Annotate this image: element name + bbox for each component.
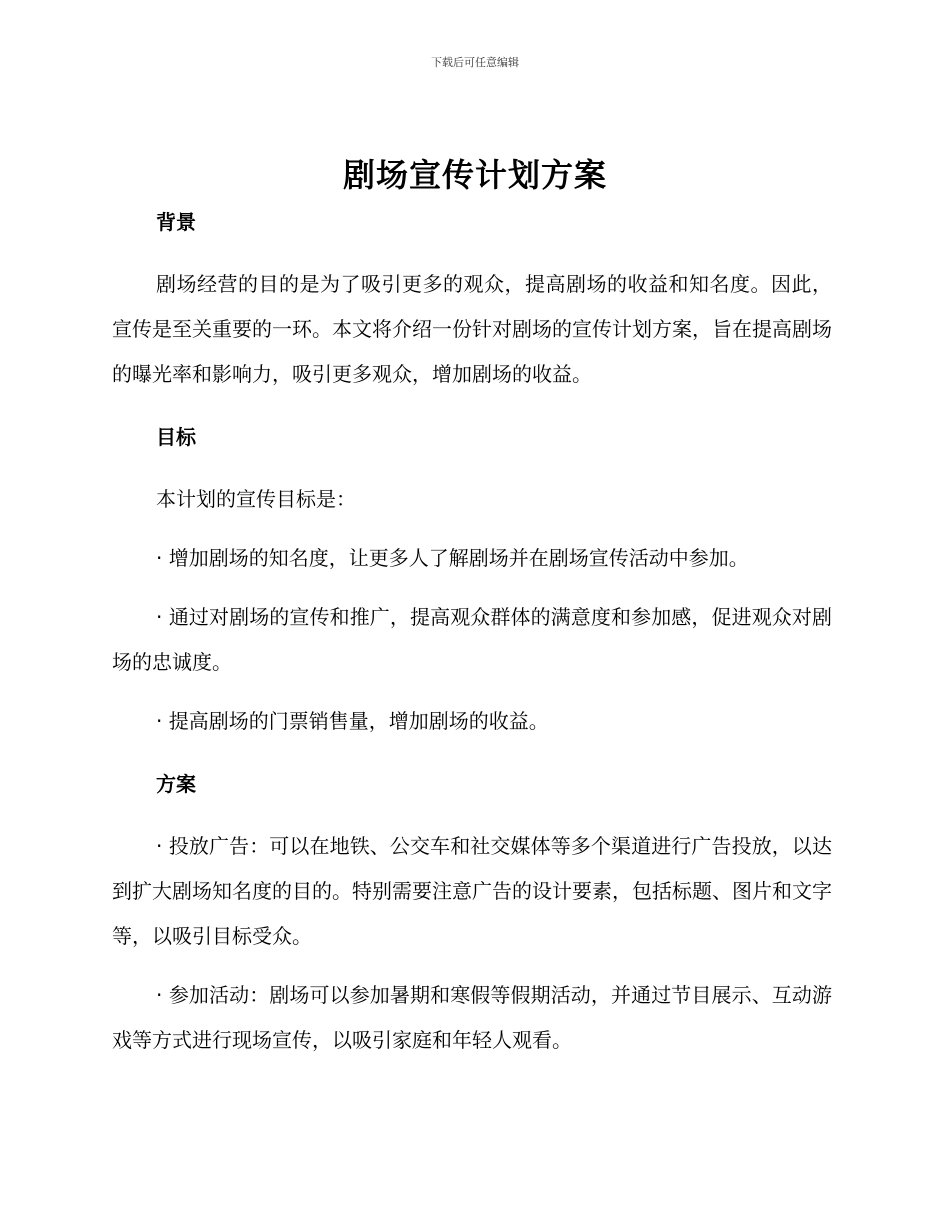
background-paragraph: 剧场经营的目的是为了吸引更多的观众，提高剧场的收益和知名度。因此，宣传是至关重要的一环。本文将介绍一份针对剧场的宣传计划方案，旨在提高剧场的曝光率和影响力，吸引更多观众，增加剧场的收益。 [112,272,832,386]
document-body [112,206,832,1063]
goal-item: · 通过对剧场的宣传和推广，提高观众群体的满意度和参加感，促进观众对剧场的忠诚度。 [112,605,832,674]
document-title: 剧场宣传计划方案 [342,156,607,194]
header-note: 下载后可任意编辑 [431,56,519,69]
section-heading-goals: 目标 [156,425,196,449]
plan-item: · 参加活动：剧场可以参加暑期和寒假等假期活动，并通过节目展示、互动游戏等方式进行现场宣传，以吸引家庭和年轻人观看。 [112,983,832,1052]
goal-item: · 提高剧场的门票销售量，增加剧场的收益。 [156,709,549,733]
plan-item: · 投放广告：可以在地铁、公交车和社交媒体等多个渠道进行广告投放，以达到扩大剧场知名度的目的。特别需要注意广告的设计要素，包括标题、图片和文字等，以吸引目标受众。 [112,834,832,948]
section-heading-background: 背景 [156,210,196,234]
section-heading-plan: 方案 [156,772,196,796]
goals-intro-paragraph: 本计划的宣传目标是： [156,487,356,511]
goal-item: · 增加剧场的知名度，让更多人了解剧场并在剧场宣传活动中参加。 [156,546,749,570]
